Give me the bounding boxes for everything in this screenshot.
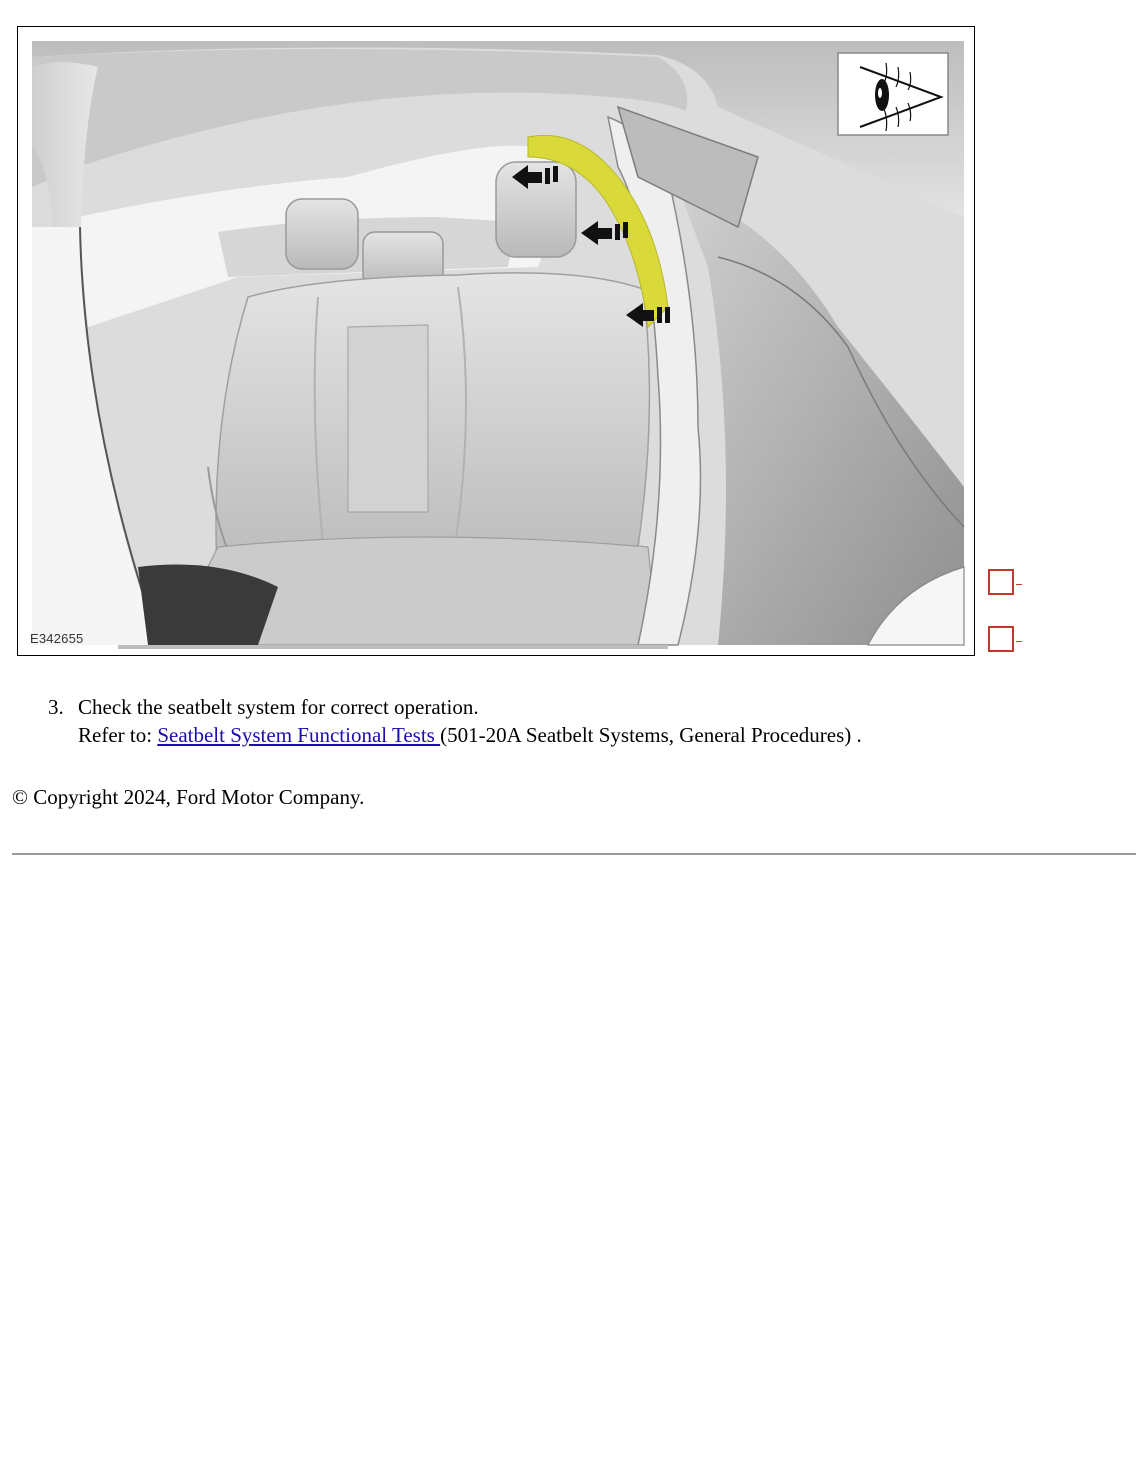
vehicle-interior-drawing	[18, 27, 975, 656]
seatbelt-functional-tests-link[interactable]: Seatbelt System Functional Tests	[157, 723, 441, 747]
step-instruction: Check the seatbelt system for correct operation.	[78, 695, 479, 719]
step-number: 3.	[48, 695, 64, 719]
image-placeholder-icon[interactable]	[988, 569, 1014, 595]
reference-suffix: (501-20A Seatbelt Systems, General Procedures) .	[440, 723, 862, 747]
eye-icon	[838, 53, 948, 135]
copyright-notice: © Copyright 2024, Ford Motor Company.	[12, 785, 365, 809]
refer-prefix: Refer to:	[78, 723, 158, 747]
footer-divider	[12, 853, 1136, 855]
image-placeholder-icon[interactable]	[988, 626, 1014, 652]
step-reference	[78, 721, 862, 749]
step-body	[78, 693, 862, 749]
figure-id-label: E342655	[30, 631, 84, 646]
procedure-illustration	[17, 26, 975, 656]
